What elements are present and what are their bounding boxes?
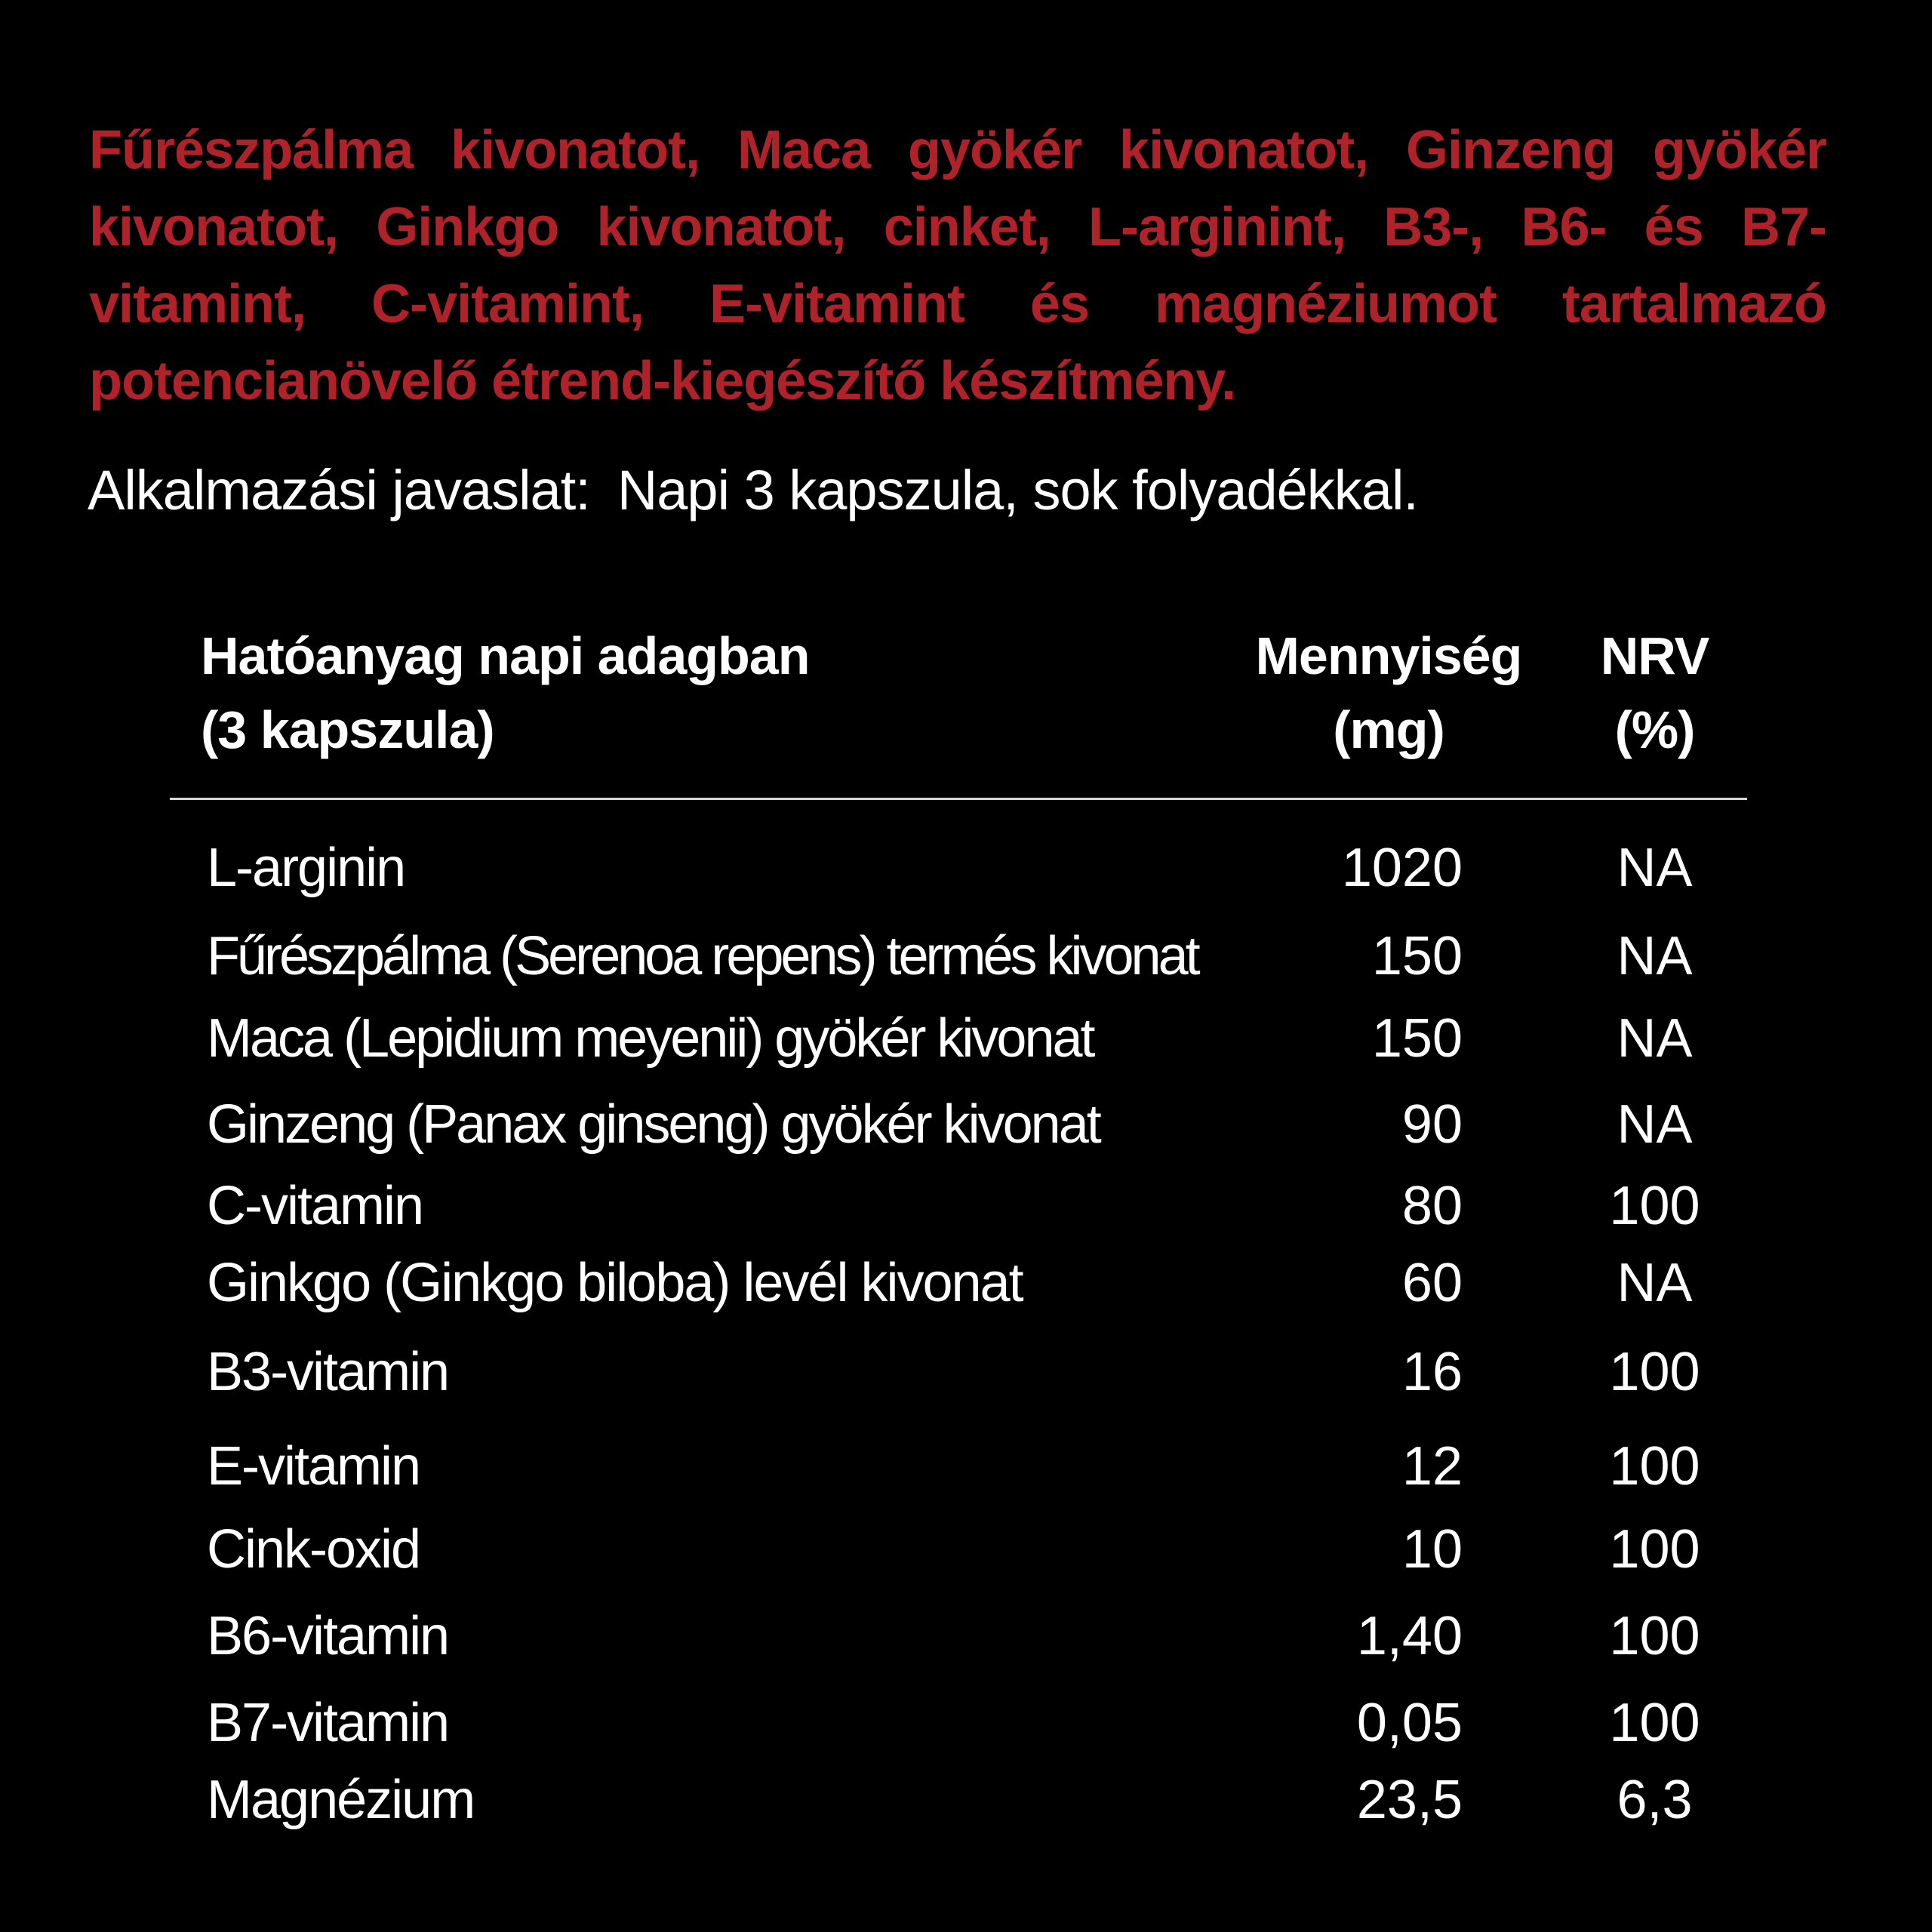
- product-description: Fűrészpálma kivonatot, Maca gyökér kivonatot, Ginzeng gyökér kivonatot, Ginkgo kivonatot, cinket, L-arginint, B3-, B6- és B7-vitamint, C-vitamint, E-vitamint és magnéziumot tartalmazó potencianövelő étrend-kiegészítő készítmény.: [89, 120, 1826, 411]
- ingredient-quantity: 90: [1401, 1094, 1463, 1155]
- ingredient-nrv: 100: [1609, 1436, 1700, 1497]
- ingredient-quantity: 0,05: [1356, 1693, 1463, 1753]
- table-row: [0, 918, 1932, 994]
- header-quantity-line1: Mennyiség: [1255, 626, 1522, 685]
- ingredient-name: B3-vitamin: [207, 1342, 449, 1402]
- ingredient-name: Ginzeng (Panax ginseng) gyökér kivonat: [207, 1094, 1100, 1155]
- table-row: [0, 1334, 1932, 1410]
- header-nrv-line2: (%): [1614, 700, 1695, 759]
- ingredient-name: Maca (Lepidium meyenii) gyökér kivonat: [207, 1008, 1094, 1069]
- ingredient-name: Fűrészpálma (Serenoa repens) termés kivonat: [207, 926, 1198, 986]
- ingredient-nrv: NA: [1617, 1253, 1693, 1313]
- table-row: [0, 1245, 1932, 1321]
- table-row: [0, 1001, 1932, 1076]
- table-row: [0, 1429, 1932, 1504]
- ingredient-name: Cink-oxid: [207, 1519, 420, 1580]
- table-row: [0, 830, 1932, 906]
- ingredient-name: B6-vitamin: [207, 1606, 449, 1666]
- usage-value: Napi 3 kapszula, sok folyadékkal.: [617, 459, 1418, 521]
- ingredient-name: B7-vitamin: [207, 1693, 449, 1753]
- ingredient-quantity: 150: [1371, 926, 1463, 986]
- ingredient-nrv: 100: [1609, 1176, 1700, 1236]
- ingredient-nrv: 100: [1609, 1519, 1700, 1580]
- ingredient-name: C-vitamin: [207, 1176, 423, 1236]
- table-row: [0, 1512, 1932, 1587]
- ingredient-quantity: 12: [1401, 1436, 1463, 1497]
- ingredient-nrv: NA: [1617, 1008, 1693, 1069]
- ingredient-quantity: 80: [1401, 1176, 1463, 1236]
- table-row: [0, 1762, 1932, 1838]
- ingredient-quantity: 1,40: [1356, 1606, 1463, 1666]
- ingredient-name: L-arginin: [207, 838, 405, 898]
- ingredient-name: Magnézium: [207, 1770, 475, 1830]
- ingredient-name: Ginkgo (Ginkgo biloba) levél kivonat: [207, 1253, 1023, 1313]
- ingredient-nrv: NA: [1617, 926, 1693, 986]
- ingredient-quantity: 150: [1371, 1008, 1463, 1069]
- ingredient-nrv: NA: [1617, 838, 1693, 898]
- ingredient-nrv: NA: [1617, 1094, 1693, 1155]
- ingredient-quantity: 1020: [1341, 838, 1463, 898]
- usage-label: Alkalmazási javaslat:: [88, 459, 590, 521]
- table-row: [0, 1598, 1932, 1674]
- header-ingredient-line1: Hatóanyag napi adagban: [201, 626, 810, 685]
- ingredient-nrv: 100: [1609, 1693, 1700, 1753]
- header-nrv-line1: NRV: [1600, 626, 1709, 685]
- ingredient-nrv: 100: [1609, 1342, 1700, 1402]
- table-row: [0, 1168, 1932, 1244]
- ingredient-name: E-vitamin: [207, 1436, 420, 1497]
- ingredient-quantity: 60: [1401, 1253, 1463, 1313]
- ingredient-quantity: 16: [1401, 1342, 1463, 1402]
- ingredient-nrv: 100: [1609, 1606, 1700, 1666]
- table-row: [0, 1087, 1932, 1162]
- ingredient-quantity: 23,5: [1356, 1770, 1463, 1830]
- header-ingredient-line2: (3 kapszula): [201, 700, 494, 759]
- ingredient-nrv: 6,3: [1617, 1770, 1693, 1830]
- table-row: [0, 1685, 1932, 1761]
- header-quantity-line2: (mg): [1333, 700, 1444, 759]
- ingredient-quantity: 10: [1401, 1519, 1463, 1580]
